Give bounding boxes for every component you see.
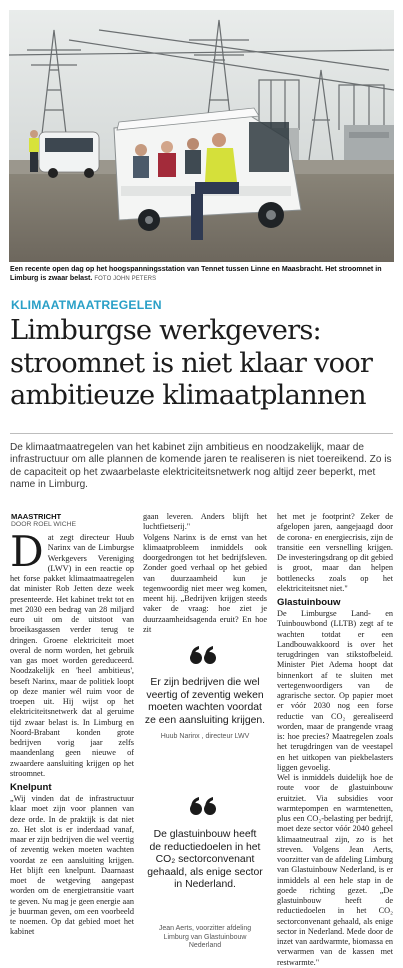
photo-caption [10, 265, 395, 284]
subhead-knelpunt: Knelpunt [10, 782, 52, 793]
body-paragraph: gaan leveren. Anders blijft het luchtfietserij." [143, 512, 267, 532]
substation-tour-illustration [9, 10, 394, 262]
body-column-3 [277, 512, 393, 968]
byline: DOOR ROEL WICHE [11, 521, 77, 528]
pull-quote-2-attribution: Jean Aerts, voorzitter afdeling Limburg van Glastuinbouw Nederland [158, 925, 252, 950]
body-paragraph: het met je footprint? Zeker de afgelopen jaren, aangejaagd door de corona- en energiecrisis, zijn de transitie een versnelling krijgen. De investeringsdrang op dit gebied is groot, maar dan helpen bottlenecks zoals op het elektriciteitsnet niet." [277, 512, 393, 593]
body-paragraph [10, 527, 134, 779]
dropcap: D [10, 527, 44, 576]
pull-quote-1: Er zijn bedrijven die wel veertig of zeventig weken moeten wachten voordat ze een aansluiting krijgen. [144, 677, 266, 726]
body-paragraph: De Limburgse Land- en Tuinbouwbond (LLTB) zegt af te wachten totdat er een Landbouwakkoord is over het terugdringen van stikstofbeleid. Minister Piet Adema hoopt dat binnenkort af te sluiten met vertegenwoordigers van de agrarische sector. Op papier moet er vóór 2030 nog een forse reductie van CO₂ gerealiseerd worden, maar de prangende vraag is: hoe precies? Maatregelen zoals het terugdringen van de veestapel en het uitkopen van piekbelasters liggen gevoelig. [277, 609, 393, 772]
quote-mark-icon [188, 796, 218, 816]
pull-quote-2: De glastuinbouw heeft de reductiedoelen in het CO₂ sectorconvenant gehaald, als enige sector in Nederland. [147, 829, 263, 891]
section-kicker: KLIMAATMAATREGELEN [11, 298, 162, 312]
subhead-glastuinbouw: Glastuinbouw [277, 597, 341, 608]
body-column-1 [10, 527, 134, 938]
photo-credit: FOTO JOHN PETERS [94, 276, 157, 283]
pull-quote-1-attribution: Huub Narinx , directeur LWV [160, 733, 250, 740]
body-paragraph: „Wij vinden dat de infrastructuur klaar moet zijn voor plannen van deze orde. In de praktijk is dat niet zo. Het slot is er inderdaad vanaf, maar er zijn bedrijven die wel veertig of zeventig weken moeten wachten voordat ze een aansluiting krijgen. Het blijft een knelpunt. Daarnaast moet de wetgeving aangepast worden om de energietransitie vaart te geven. Nu mag je geen energie aan je buurman geven, om een voorbeeld te noemen. Op dat gebied moet het kabinet [10, 794, 134, 937]
caption-text: Een recente open dag op het hoogspanningsstation van Tennet tussen Linne en Maasbracht. Het stroomnet in Limburg is zwaar belast. [10, 265, 382, 283]
body-paragraph: Volgens Narinx is de ernst van het klimaatprobleem inmiddels ook doorgedrongen tot het bedrijfsleven. Zonder goed verhaal op het gebied van duurzaamheid kun je tegenwoordig niet meer weg komen, meent hij. „Bedrijven krijgen steeds vaker de vraag: hoe ziet je duurzaamheidsagenda eruit? En hoe zit [143, 532, 267, 634]
paragraph-text: at zegt directeur Huub Narinx van de Limburgse Werkgevers Vereniging (LWV) in een reactie op het forse pakket klimaatmaatregelen dat minister Rob Jetten deze week presenteerde. Het kabinet trekt tot en met 2030 een bedrag van 28 miljard euro uit om de uitstoot van broeikasgassen verder terug te dringen. Groene elektriciteit moet overal de norm worden, het gebruik van gas moet worden gereduceerd. Noodzakelijk en 'heel ambitieus', beseft Narinx, maar de politiek loopt op deze manier wél ruim voor de troepen uit. Hij wijst op het elektriciteitsnetwerk dat al geruime tijd zwaar belast is. In Limburg en Noord-Brabant konden grote bedrijven vorig jaar zelfs maandenlang geen nieuwe of zwaardere aansluiting krijgen op het stroomnet. [10, 533, 134, 778]
quote-mark-icon [188, 645, 218, 665]
body-paragraph: Wel is inmiddels duidelijk hoe de route voor de glastuinbouw eruitziet. Via subsidies voor warmtepompen en warmtenetten, plus een CO₂-belasting per bedrijf, moet deze sector vóór 2040 geheel klimaatneutraal zijn, zo is het streven. Volgens Jean Aerts, voorzitter van de afdeling Limburg van Glastuinbouw Nederland, is er inmiddels al een hele stap in de goede richting gezet. „De glastuinbouw heeft de reductiedoelen in het CO₂ sectorconvenant gehaald, als enige sector in Nederland. Mede door de inzet van aardwarmte, biomassa en verwarmen van de kassen met restwarmte." [277, 773, 393, 967]
dateline: MAASTRICHT [11, 512, 62, 521]
divider [10, 433, 393, 434]
article-photo [9, 10, 394, 262]
headline: Limburgse werkgevers: stroomnet is niet klaar voor ambitieuze klimaatplannen [10, 315, 373, 412]
body-column-2 [143, 512, 267, 635]
intro-text: De klimaatmaatregelen van het kabinet zijn ambitieus en noodzakelijk, maar de infrastructuur om alle plannen de komende jaren te realiseren is niet toereikend. Zo is de capaciteit op het zwaarbelaste elektriciteitsnetwerk nog altijd zeer beperkt, met name in Limburg. [10, 442, 392, 491]
